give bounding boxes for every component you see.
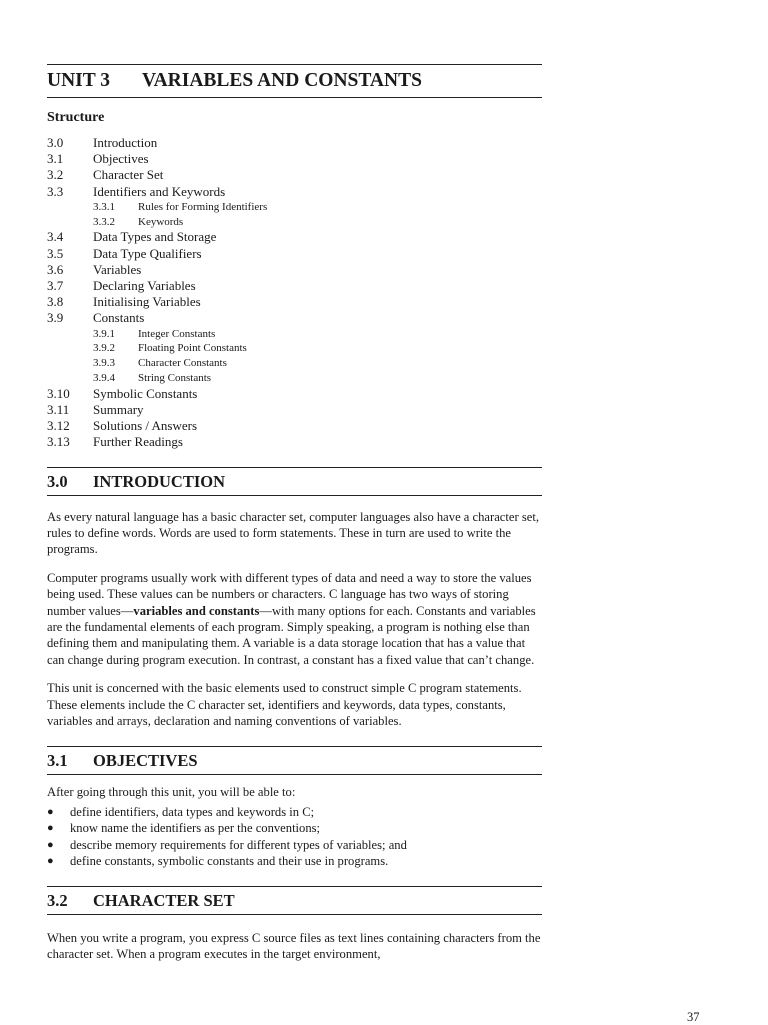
structure-item xyxy=(47,184,542,200)
structure-item xyxy=(47,167,542,183)
structure-item xyxy=(47,135,542,151)
structure-item-number: 3.3 xyxy=(47,183,64,199)
charset-number: 3.2 xyxy=(47,890,68,910)
structure-item xyxy=(47,262,542,278)
objective-text: define identifiers, data types and keywords in C; xyxy=(70,804,315,819)
intro-heading xyxy=(47,468,542,495)
structure-subitem xyxy=(47,356,542,371)
structure-item-number: 3.9.3 xyxy=(93,357,115,370)
structure-item-title: Introduction xyxy=(93,135,158,150)
objectives-list xyxy=(47,804,542,870)
structure-subitem xyxy=(47,200,542,215)
objectives-lead: After going through this unit, you will be able to: xyxy=(47,784,296,799)
structure-item-number: 3.13 xyxy=(47,434,70,450)
objective-item xyxy=(47,837,542,853)
structure-item-title: Data Type Qualifiers xyxy=(93,245,202,261)
intro-p2-end: —with many options for each. Constants and variables are the fundamental elements of each program. Simply speaking, a program is nothing else than defining them and manipulating them. A variable is a data storage location that has a value that can change during program execution. In contrast, a constant has a fixed value that can’t change. xyxy=(47,603,536,667)
intro-paragraph-3: This unit is concerned with the basic elements used to construct simple C program statements. These elements include the C character set, identifiers and keywords, data types, constants, variables and arrays, declaration and naming conventions of variables. xyxy=(47,681,522,729)
intro-number: 3.0 xyxy=(47,471,68,491)
objective-item xyxy=(47,804,542,820)
structure-item-number: 3.10 xyxy=(47,385,70,401)
objectives-heading xyxy=(47,747,542,774)
structure-item-title: Floating Point Constants xyxy=(138,342,247,355)
structure-heading: Structure xyxy=(47,110,105,125)
structure-item-number: 3.1 xyxy=(47,151,64,167)
structure-item-title: Integer Constants xyxy=(138,327,216,340)
structure-item-number: 3.9.4 xyxy=(93,372,115,385)
bullet-icon: ● xyxy=(47,805,54,818)
structure-item xyxy=(47,294,542,310)
structure-item-number: 3.3.2 xyxy=(93,215,115,228)
structure-item-title: Character Constants xyxy=(138,357,227,370)
structure-item-number: 3.4 xyxy=(47,229,64,245)
structure-item-title: Constants xyxy=(93,310,145,326)
structure-item-number: 3.11 xyxy=(47,402,70,418)
structure-subitem xyxy=(47,327,542,342)
structure-item-number: 3.12 xyxy=(47,418,70,434)
structure-item-title: Identifiers and Keywords xyxy=(93,183,226,199)
intro-p2-bold: variables and constants xyxy=(133,603,260,618)
bullet-icon: ● xyxy=(47,838,54,851)
charset-heading-text: CHARACTER SET xyxy=(93,890,235,910)
structure-item xyxy=(47,434,542,450)
objective-text: define constants, symbolic constants and their use in programs. xyxy=(70,854,389,869)
structure-item-title: Objectives xyxy=(93,151,149,167)
structure-item-number: 3.3.1 xyxy=(93,200,115,213)
intro-heading-text: INTRODUCTION xyxy=(93,471,226,491)
structure-subitem xyxy=(47,371,542,386)
objective-item xyxy=(47,853,542,869)
structure-item-number: 3.7 xyxy=(47,278,64,294)
structure-item xyxy=(47,402,542,418)
unit-number: UNIT 3 xyxy=(47,70,111,91)
intro-paragraph-2 xyxy=(47,570,542,668)
unit-title-text: VARIABLES AND CONSTANTS xyxy=(142,70,422,91)
structure-item-number: 3.8 xyxy=(47,294,64,310)
objectives-bottom-rule xyxy=(47,774,542,775)
structure-item-title: Variables xyxy=(93,261,142,277)
structure-item-title: Initialising Variables xyxy=(93,294,201,310)
structure-item xyxy=(47,386,542,402)
structure-item-title: Solutions / Answers xyxy=(93,418,198,434)
structure-item-title: Summary xyxy=(93,402,144,418)
unit-title xyxy=(47,66,542,96)
intro-p2-start: Computer programs usually work with different types of data and need a way to store the values being used. These values can be numbers or characters. C language has two ways of storing number values— xyxy=(47,570,532,618)
charset-heading xyxy=(47,887,542,914)
structure-subitem xyxy=(47,215,542,230)
objective-text: describe memory requirements for different types of variables; and xyxy=(70,837,407,852)
structure-item xyxy=(47,418,542,434)
structure-item-number: 3.2 xyxy=(47,167,64,183)
page-number: 37 xyxy=(687,1010,700,1024)
unit-top-rule xyxy=(47,64,542,65)
structure-item-number: 3.0 xyxy=(47,135,64,150)
charset-bottom-rule xyxy=(47,914,542,915)
structure-item-title: Keywords xyxy=(138,215,184,228)
bullet-icon: ● xyxy=(47,855,54,868)
structure-item-number: 3.9.1 xyxy=(93,327,115,340)
structure-item-number: 3.9 xyxy=(47,310,64,326)
structure-item-title: String Constants xyxy=(138,372,212,385)
page-content xyxy=(47,64,542,962)
objectives-heading-text: OBJECTIVES xyxy=(93,750,198,770)
structure-item xyxy=(47,229,542,245)
bullet-icon: ● xyxy=(47,822,54,835)
structure-item-number: 3.9.2 xyxy=(93,342,115,355)
structure-item-title: Character Set xyxy=(93,167,164,183)
structure-subitem xyxy=(47,341,542,356)
intro-paragraph-1: As every natural language has a basic character set, computer languages also have a character set, rules to define words. Words are used to form statements. These in turn are used to write the programs. xyxy=(47,509,539,557)
charset-paragraph-1: When you write a program, you express C source files as text lines containing characters from the character set. When a program executes in the target environment, xyxy=(47,930,541,961)
objectives-number: 3.1 xyxy=(47,750,68,770)
intro-bottom-rule xyxy=(47,495,542,496)
structure-item xyxy=(47,246,542,262)
structure-item-title: Declaring Variables xyxy=(93,278,196,294)
structure-item-number: 3.5 xyxy=(47,245,64,261)
structure-item xyxy=(47,310,542,326)
structure-item-title: Rules for Forming Identifiers xyxy=(138,200,268,213)
structure-item xyxy=(47,278,542,294)
structure-item-title: Symbolic Constants xyxy=(93,385,198,401)
unit-bottom-rule xyxy=(47,97,542,98)
structure-list xyxy=(47,135,542,451)
structure-item xyxy=(47,151,542,167)
structure-item-number: 3.6 xyxy=(47,261,64,277)
objective-text: know name the identifiers as per the conventions; xyxy=(70,821,321,836)
structure-item-title: Further Readings xyxy=(93,434,183,450)
objective-item xyxy=(47,820,542,836)
structure-item-title: Data Types and Storage xyxy=(93,229,217,245)
